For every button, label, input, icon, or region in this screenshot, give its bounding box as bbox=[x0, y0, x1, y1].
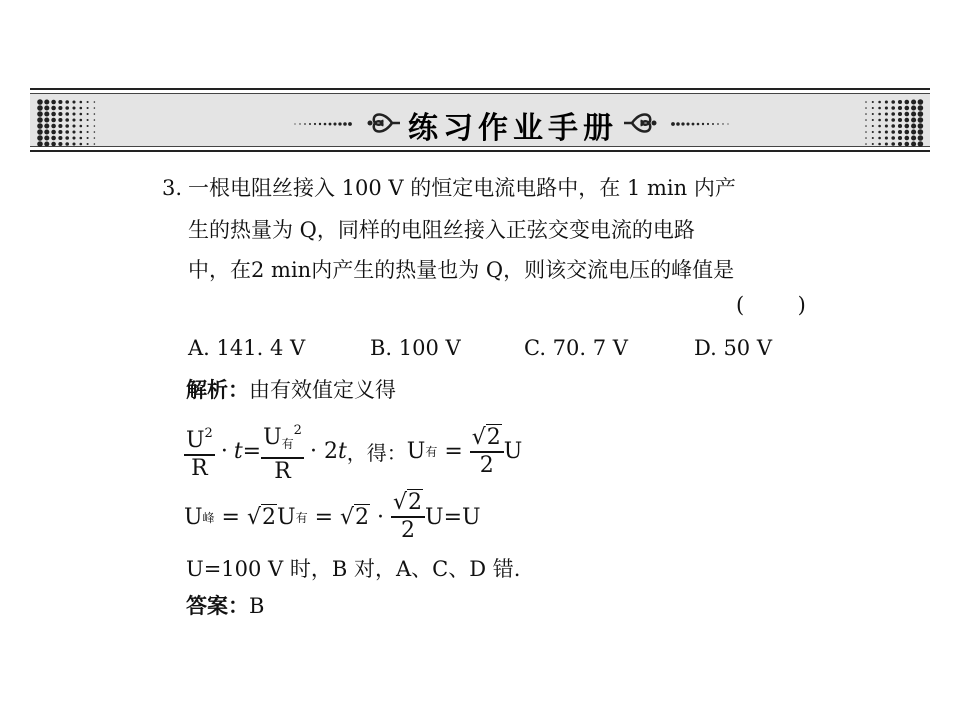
question-number: 3. bbox=[162, 176, 183, 200]
page-header-banner bbox=[30, 88, 930, 152]
option-b: B. 100 V bbox=[370, 336, 461, 360]
answer-bracket: ( ) bbox=[736, 293, 806, 317]
dotted-line-left bbox=[292, 122, 352, 126]
dot-pattern-left bbox=[36, 99, 98, 147]
answer-line bbox=[186, 590, 264, 620]
answer-value: B bbox=[249, 594, 265, 618]
fraction-u2-over-r: $\frac{U^2}{R}$ bbox=[184, 421, 215, 482]
equation-effective-value: $\frac{U^2}{R}$ · t = $\frac{U_有^2}{R}$ · 2 t ，得： U 有 = $\frac{√2}{2}$ U bbox=[184, 418, 522, 485]
answer-label: 答案： bbox=[186, 594, 249, 618]
option-c: C. 70. 7 V bbox=[524, 336, 628, 360]
analysis-intro: 由有效值定义得 bbox=[249, 378, 396, 402]
banner-background bbox=[30, 93, 930, 147]
dot-pattern-right bbox=[862, 99, 924, 147]
question-line-3: 中，在2 min内产生的热量也为 Q，则该交流电压的峰值是 bbox=[188, 258, 735, 282]
fraction-root2-over-2-b: $\frac{√2}{2}$ bbox=[391, 490, 425, 544]
option-a: A. 141. 4 V bbox=[188, 336, 306, 360]
fraction-root2-over-2: $\frac{√2}{2}$ bbox=[470, 425, 504, 479]
equation-peak-value: U 峰 = √2 U 有 = √2 · $\frac{√2}{2}$ U=U bbox=[184, 490, 481, 543]
analysis-conclusion: U=100 V 时，B 对，A、C、D 错. bbox=[186, 557, 521, 581]
ornament-left-icon bbox=[362, 103, 402, 143]
option-d: D. 50 V bbox=[694, 336, 773, 360]
question-line-2: 生的热量为 Q，同样的电阻丝接入正弦交变电流的电路 bbox=[188, 218, 695, 242]
ornament-right-icon bbox=[622, 103, 662, 143]
question-line-1: 一根电阻丝接入 100 V 的恒定电流电路中，在 1 min 内产 bbox=[188, 176, 736, 200]
analysis-label: 解析： bbox=[186, 378, 249, 402]
dotted-line-right bbox=[670, 122, 730, 126]
fraction-ueff2-over-r: $\frac{U_有^2}{R}$ bbox=[261, 418, 304, 485]
banner-title: 练习作业手册 bbox=[408, 111, 618, 146]
analysis-heading bbox=[186, 374, 396, 404]
